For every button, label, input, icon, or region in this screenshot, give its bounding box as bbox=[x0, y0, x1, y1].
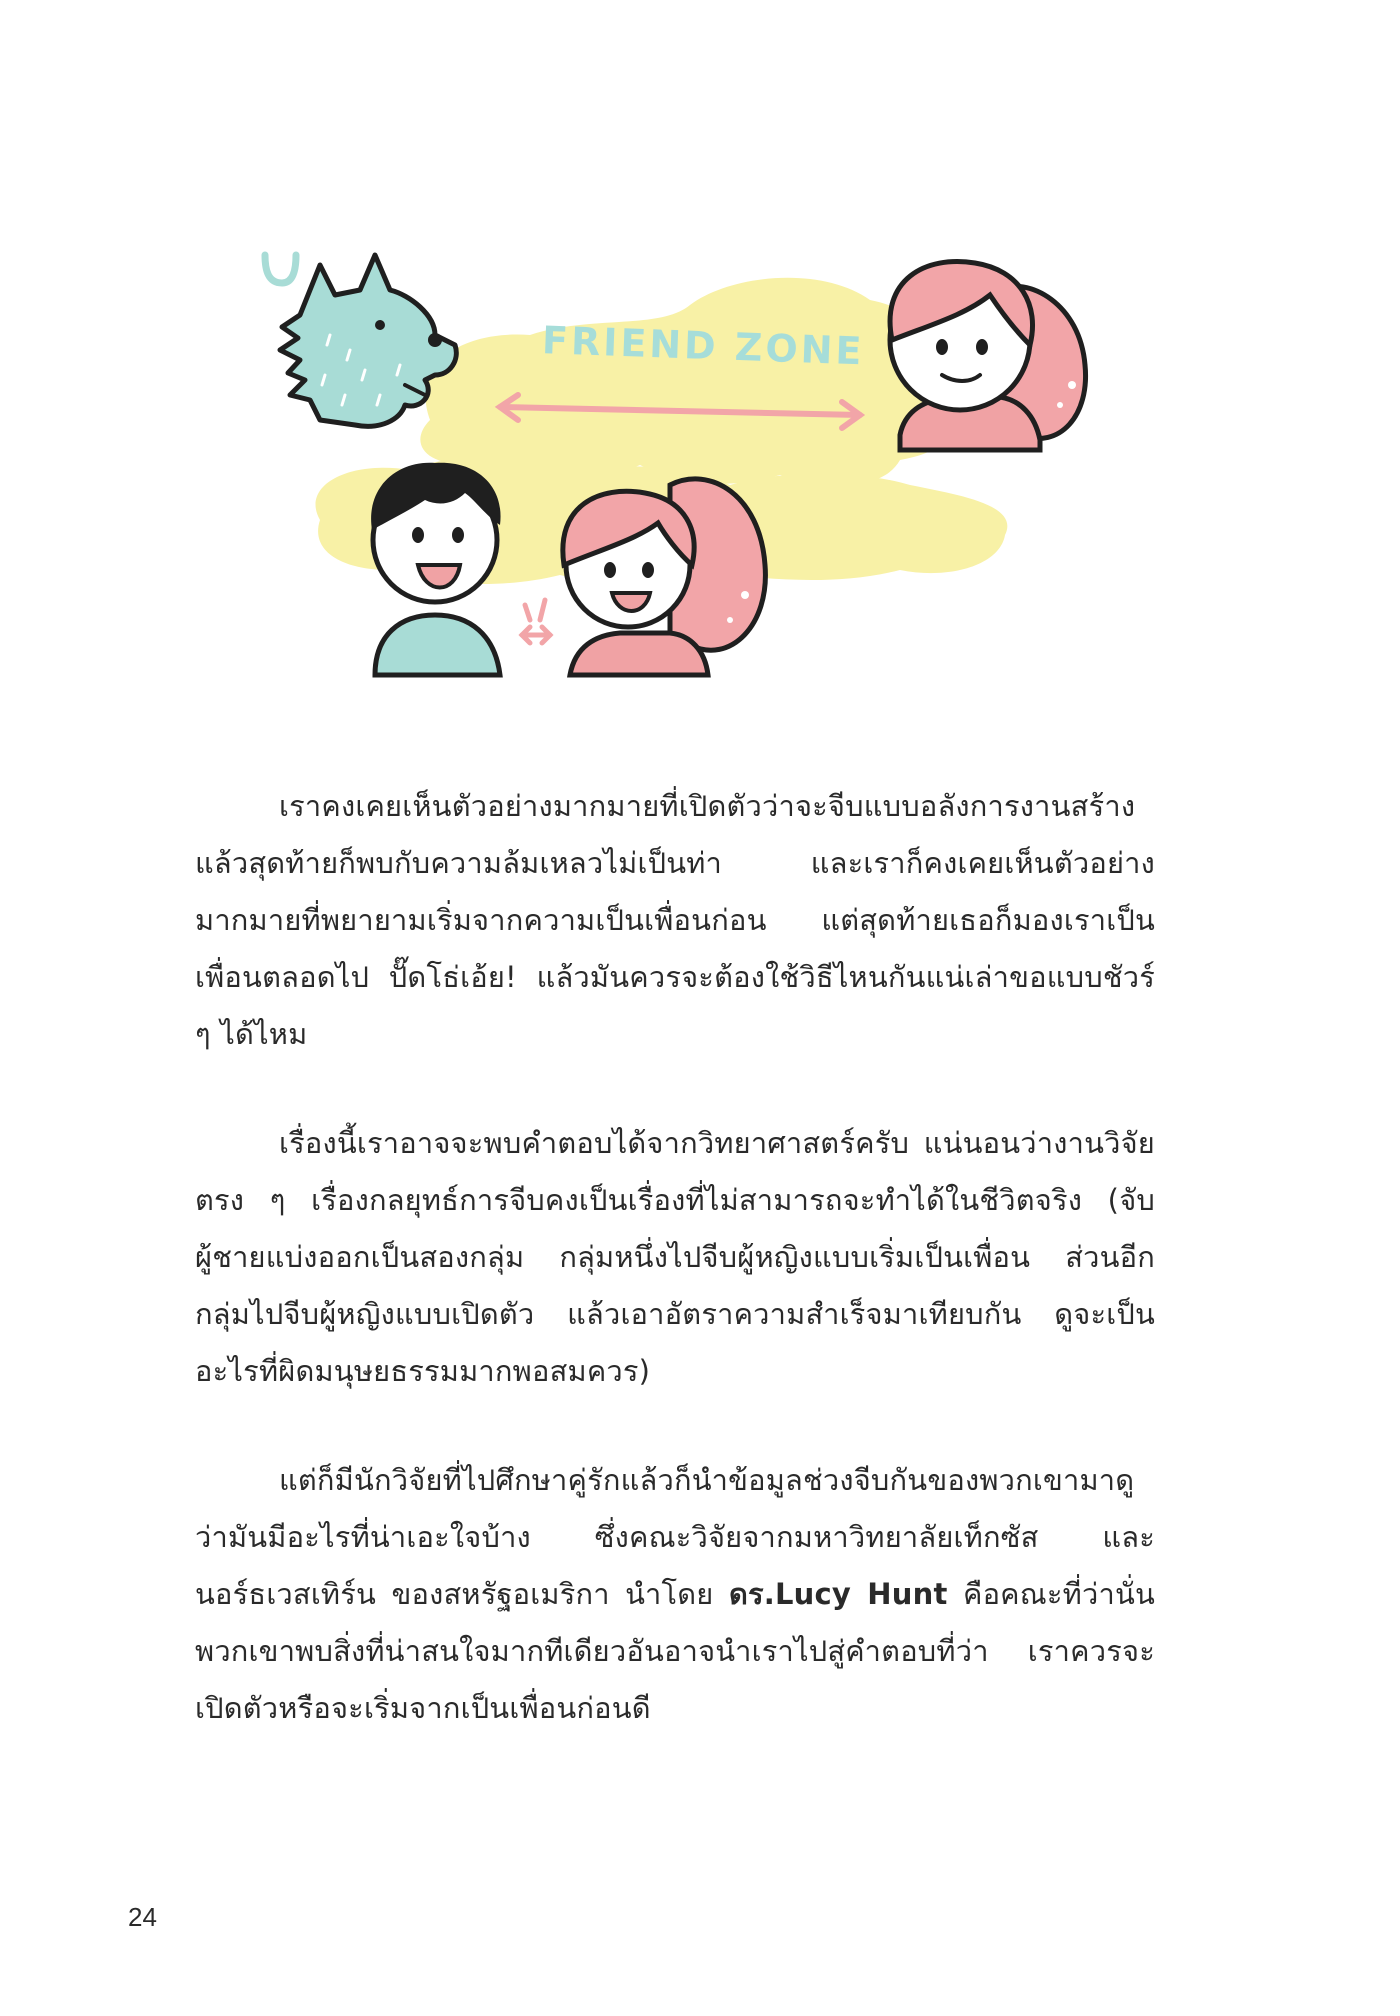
small-arrow bbox=[522, 600, 550, 643]
girl-bottom-character bbox=[563, 479, 766, 675]
paragraph-3-text-after: คือคณะที่ว่านั่น พวกเขาพบสิ่งที่น่าสนใจมากทีเดียวอันอาจนำเราไปสู่คำตอบที่ว่า เราควรจะเปิดตัวหรือจะเริ่มจากเป็นเพื่อนก่อนดี bbox=[195, 1577, 1155, 1725]
researcher-name: ดร.Lucy Hunt bbox=[728, 1577, 948, 1611]
friend-zone-drawing bbox=[260, 235, 1140, 695]
paragraph-2: เรื่องนี้เราอาจจะพบคำตอบได้จากวิทยาศาสตร์ครับ แน่นอนว่างานวิจัยตรง ๆ เรื่องกลยุทธ์การจีบคงเป็นเรื่องที่ไม่สามารถจะทำได้ในชีวิตจริง (จับผู้ชายแบ่งออกเป็นสองกลุ่ม กลุ่มหนึ่งไปจีบผู้หญิงแบบเริ่มเป็นเพื่อน ส่วนอีกกลุ่มไปจีบผู้หญิงแบบเปิดตัว แล้วเอาอัตราความสำเร็จมาเทียบกัน ดูจะเป็นอะไรที่ผิดมนุษยธรรมมากพอสมควร) bbox=[195, 1126, 1155, 1388]
boy-character bbox=[371, 463, 500, 675]
paragraph-3 bbox=[195, 1452, 1155, 1737]
paragraph-3-text-before: แต่ก็มีนักวิจัยที่ไปศึกษาคู่รักแล้วก็นำข้อมูลช่วงจีบกันของพวกเขามาดูว่ามันมีอะไรที่น่าเอะใจบ้าง ซึ่งคณะวิจัยจากมหาวิทยาลัยเท็กซัส และนอร์ธเวสเทิร์น ของสหรัฐอเมริกา นำโดย bbox=[195, 1463, 1155, 1611]
friend-zone-lettering: FRIEND ZONE bbox=[541, 318, 866, 374]
body-text bbox=[195, 778, 1155, 1789]
girl-top-character bbox=[890, 262, 1086, 450]
page-number: 24 bbox=[128, 1902, 157, 1932]
friend-zone-illustration bbox=[260, 235, 1140, 695]
yellow-blob bbox=[420, 278, 959, 485]
paragraph-1: เราคงเคยเห็นตัวอย่างมากมายที่เปิดตัวว่าจะจีบแบบอลังการงานสร้าง แล้วสุดท้ายก็พบกับความล้มเหลวไม่เป็นท่า และเราก็คงเคยเห็นตัวอย่างมากมายที่พยายามเริ่มจากความเป็นเพื่อนก่อน แต่สุดท้ายเธอก็มองเราเป็นเพื่อนตลอดไป ปั๊ดโธ่เอ้ย! แล้วมันควรจะต้องใช้วิธีไหนกันแน่เล่าขอแบบชัวร์ ๆ ได้ไหม bbox=[195, 789, 1155, 1051]
